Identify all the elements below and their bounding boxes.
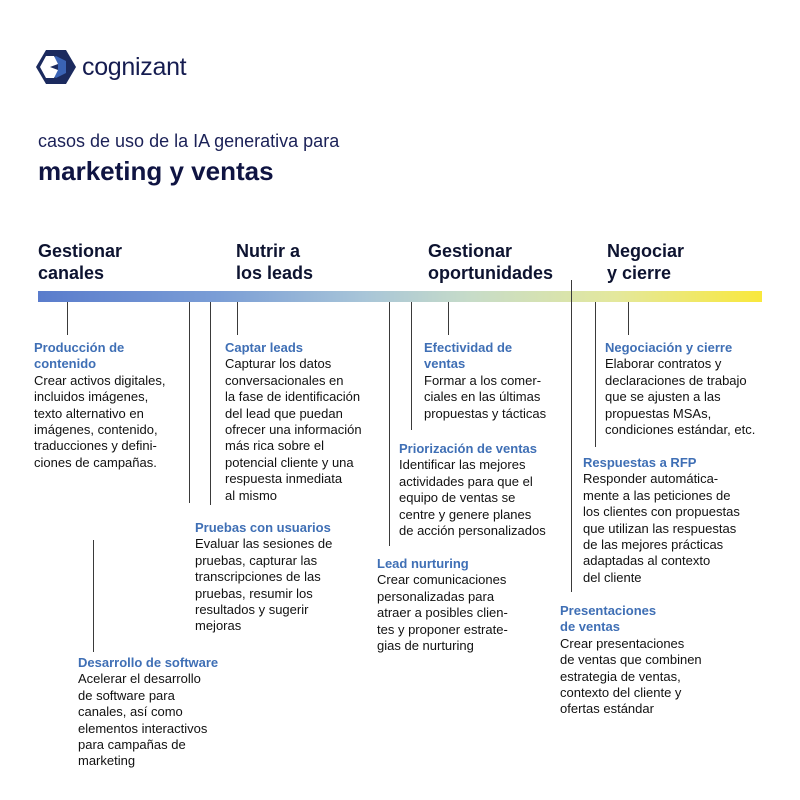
cognizant-logo — [36, 50, 186, 84]
use-case-text: Crear activos digitales, incluidos imágenes, texto alternativo en imágenes, contenido, traducciones y defini- ciones de campañas. — [34, 372, 166, 470]
use-case-text: Capturar los datos conversacionales en la fase de identificación del lead que puedan ofrecer una información más rica sobre el potencial cliente y una respuesta inmediata al mismo — [225, 356, 362, 503]
use-case-text: Crear presentaciones de ventas que combinen estrategia de ventas, contexto del cliente y ofertas estándar — [560, 635, 702, 717]
use-case-negociacion-cierre — [605, 340, 755, 438]
use-case-text: Responder automática- mente a las peticiones de los clientes con propuestas que utilizan las respuestas de las mejores prácticas adaptadas al contexto del cliente — [583, 471, 740, 585]
use-case-title: Priorización de ventas — [399, 441, 537, 456]
connector-line — [67, 302, 68, 335]
connector-line — [389, 302, 390, 546]
use-case-title: Pruebas con usuarios — [195, 520, 331, 535]
use-case-title: Negociación y cierre — [605, 340, 733, 355]
use-case-pruebas-usuarios — [195, 520, 332, 635]
use-case-title: Presentaciones de ventas — [560, 603, 657, 635]
use-case-lead-nurturing — [377, 556, 508, 654]
stage-gestionar-canales: Gestionar canales — [38, 241, 123, 283]
use-case-title: Desarrollo de software — [78, 655, 219, 670]
stage-gestionar-oportunidades: Gestionar oportunidades — [428, 241, 553, 283]
page-subtitle: casos de uso de la IA generativa para — [38, 131, 340, 151]
connector-line — [448, 302, 449, 335]
cognizant-logo-icon — [36, 50, 76, 84]
use-case-presentaciones-ventas — [560, 603, 702, 718]
use-case-produccion-contenido — [34, 340, 166, 471]
use-case-title: Efectividad de ventas — [424, 340, 513, 372]
use-case-title: Producción de contenido — [34, 340, 125, 372]
connector-line — [210, 302, 211, 505]
connector-line — [189, 302, 190, 503]
timeline-bar — [38, 291, 762, 302]
connector-line — [411, 302, 412, 430]
use-case-text: Formar a los comer- ciales en las últimas propuestas y tácticas — [424, 372, 547, 421]
brand-name: cognizant — [82, 52, 187, 81]
connector-line — [595, 302, 596, 447]
use-case-title: Respuestas a RFP — [583, 455, 697, 470]
use-case-title: Captar leads — [225, 340, 304, 355]
use-case-text: Evaluar las sesiones de pruebas, capturar las transcripciones de las pruebas, resumir los resultados y sugerir mejoras — [195, 536, 333, 634]
use-case-desarrollo-software — [78, 655, 218, 770]
connector-line — [571, 280, 572, 592]
connector-line — [628, 302, 629, 335]
use-case-priorizacion-ventas — [399, 441, 546, 539]
page-title: marketing y ventas — [38, 156, 274, 186]
use-case-efectividad-ventas — [424, 340, 546, 422]
use-case-text: Crear comunicaciones personalizadas para atraer a posibles clien- tes y proponer estrate- gias de nurturing — [377, 572, 508, 654]
connector-line — [237, 302, 238, 335]
use-case-text: Acelerar el desarrollo de software para canales, así como elementos interactivos para campañas de marketing — [78, 671, 208, 769]
use-case-captar-leads — [225, 340, 362, 504]
use-case-title: Lead nurturing — [377, 556, 469, 571]
use-case-text: Elaborar contratos y declaraciones de trabajo que se ajusten a las propuestas MSAs, condiciones estándar, etc. — [605, 356, 756, 438]
connector-line — [93, 540, 94, 652]
use-case-respuestas-rfp — [583, 455, 740, 586]
stage-negociar-cierre: Negociar y cierre — [607, 241, 685, 283]
use-case-text: Identificar las mejores actividades para que el equipo de ventas se centre y genere planes de acción personalizados — [399, 457, 546, 539]
stage-nutrir-leads: Nutrir a los leads — [236, 241, 314, 283]
